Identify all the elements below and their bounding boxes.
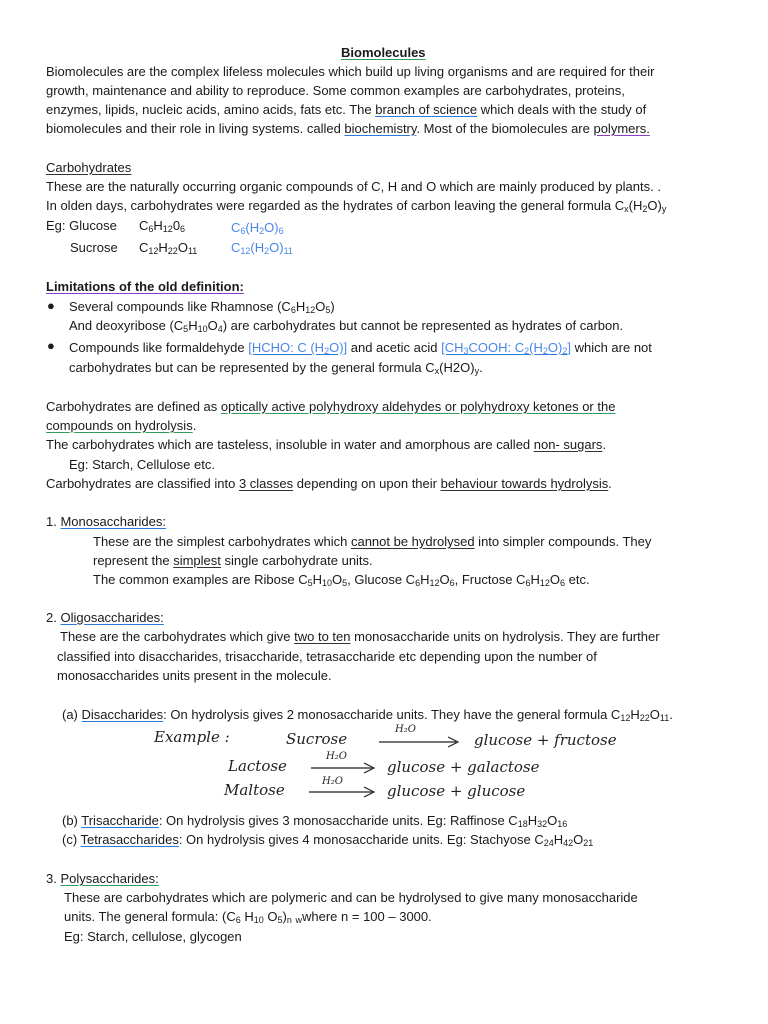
- oligo-line-2: classified into disaccharides, trisaccharide, tetrasaccharide etc depending upon the number of: [57, 649, 597, 664]
- page-title: Biomolecules: [341, 45, 426, 60]
- mono-line-1: These are the simplest carbohydrates which cannot be hydrolysed into simpler compounds. They: [93, 534, 652, 549]
- branch-of-science-link[interactable]: branch of science: [375, 102, 478, 117]
- hw-maltose: Maltose: [224, 781, 285, 799]
- sucrose-formula: $C_{12}H_{22}O_{11}$: [139, 240, 198, 256]
- polysaccharides-heading: 3. Polysaccharides:: [46, 871, 159, 886]
- limitations-bullet-1: Several compounds like Rhamnose $(C_6H_{12}O_5)$: [69, 299, 335, 315]
- poly-line-1: These are carbohydrates which are polymeric and can be hydrolysed to give many monosaccharide: [64, 890, 638, 905]
- hw-products-2: glucose + galactose: [387, 758, 540, 776]
- oligo-line-3: monosaccharides units present in the molecule.: [57, 668, 332, 683]
- monosaccharides-heading: 1. Monosaccharides:: [46, 514, 166, 529]
- limitations-bullet-2-cont: carbohydrates but can be represented by the general formula $C_x(H2O)_y$.: [69, 360, 483, 376]
- hw-products-1: glucose + fructose: [474, 731, 617, 749]
- hw-lactose: Lactose: [228, 757, 287, 775]
- carbs-line-2: In olden days, carbohydrates were regarded as the hydrates of carbon leaving the general formula $C_x(H_2O)_y$: [46, 198, 667, 214]
- definition-line-2: compounds on hydrolysis.: [46, 418, 197, 433]
- intro-line-4: biomolecules and their role in living systems. called biochemistry. Most of the biomolecules are polymers.: [46, 121, 650, 136]
- glucose-hydrate-formula: $C_6(H_2O)_6$: [231, 220, 284, 236]
- definition-line-3: The carbohydrates which are tasteless, insoluble in water and amorphous are called non- sugars.: [46, 437, 607, 452]
- glucose-formula: $C_6H_{12}0_6$: [139, 218, 186, 234]
- hw-products-3: glucose + glucose: [387, 782, 526, 800]
- polymers-link[interactable]: polymers.: [593, 121, 650, 136]
- reaction-arrow-icon: [308, 786, 376, 798]
- tetrasaccharides-line: (c) Tetrasaccharides: On hydrolysis gives 4 monosaccharide units. Eg: Stachyose $C_{24}H_{42}O_{21}$: [62, 832, 594, 848]
- poly-line-3: Eg: Starch, cellulose, glycogen: [64, 929, 242, 944]
- bullet-icon: ●: [47, 298, 55, 313]
- limitations-heading: Limitations of the old definition:: [46, 279, 244, 294]
- hw-arrow-label: H₂O: [326, 751, 347, 762]
- limitations-bullet-1-cont: And deoxyribose $(C_5H_{10}O_4)$ are carbohydrates but cannot be represented as hydrates of carbon.: [69, 318, 624, 334]
- hw-arrow-label: H₂O: [395, 724, 416, 735]
- trisaccharide-line: (b) Trisaccharide: On hydrolysis gives 3 monosaccharide units. Eg: Raffinose $C_{18}H_{32}O_{16}$: [62, 813, 568, 829]
- hw-arrow-label: H₂O: [322, 776, 343, 787]
- intro-line-1: Biomolecules are the complex lifeless molecules which build up living organisms and are required for their: [46, 64, 655, 79]
- bullet-icon: ●: [47, 338, 55, 353]
- intro-line-2: growth, maintenance and ability to reproduce. Some common examples are carbohydrates, proteins,: [46, 83, 625, 98]
- reaction-arrow-icon: [310, 762, 376, 774]
- glucose-example: Eg: Glucose: [46, 218, 117, 233]
- oligosaccharides-heading: 2. Oligosaccharides:: [46, 610, 164, 625]
- definition-line-4: Eg: Starch, Cellulose etc.: [69, 457, 215, 472]
- limitations-bullet-2: Compounds like formaldehyde [HCHO: C $(H_2O)$] and acetic acid [$CH_3COOH$: $C_2(H_2O)_2$] which are not: [69, 340, 652, 356]
- mono-line-3: The common examples are Ribose $C_5H_{10}O_5$, Glucose $C_6H_{12}O_6$, Fructose $C_6H_{12}O_6$ etc.: [93, 572, 590, 588]
- definition-line-5: Carbohydrates are classified into 3 classes depending on upon their behaviour towards hydrolysis.: [46, 476, 612, 491]
- disaccharides-line: (a) Disaccharides: On hydrolysis gives 2 monosaccharide units. They have the general formula $C_{12}H_{22}O_{11}$.: [62, 707, 673, 723]
- sucrose-hydrate-formula: $C_{12}(H_2O)_{11}$: [231, 240, 293, 256]
- carbohydrates-heading: Carbohydrates: [46, 160, 132, 175]
- carbs-line-1: These are the naturally occurring organic compounds of C, H and O which are mainly produced by plants. .: [46, 179, 661, 194]
- formaldehyde-formula: [HCHO: C $(H_2O)$]: [248, 340, 348, 356]
- sucrose-example: Sucrose: [70, 240, 118, 255]
- biochemistry-link[interactable]: biochemistry: [344, 121, 417, 136]
- acetic-acid-formula: [$CH_3COOH$: $C_2(H_2O)_2$]: [441, 340, 571, 356]
- definition-line-1: Carbohydrates are defined as optically active polyhydroxy aldehydes or polyhydroxy ketones or the: [46, 399, 616, 414]
- hw-example-label: Example :: [154, 728, 230, 746]
- oligo-line-1: These are the carbohydrates which give two to ten monosaccharide units on hydrolysis. They are further: [60, 629, 660, 644]
- hw-sucrose: Sucrose: [286, 730, 348, 748]
- poly-line-2: units. The general formula: ($C_6$ $H_{10}$ $O_5)_n$ $_w$where n = 100 – 3000.: [64, 909, 432, 925]
- mono-line-2: represent the simplest single carbohydrate units.: [93, 553, 373, 568]
- intro-line-3: enzymes, lipids, nucleic acids, amino acids, fats etc. The branch of science which deals with the study of: [46, 102, 647, 117]
- reaction-arrow-icon: [378, 736, 460, 748]
